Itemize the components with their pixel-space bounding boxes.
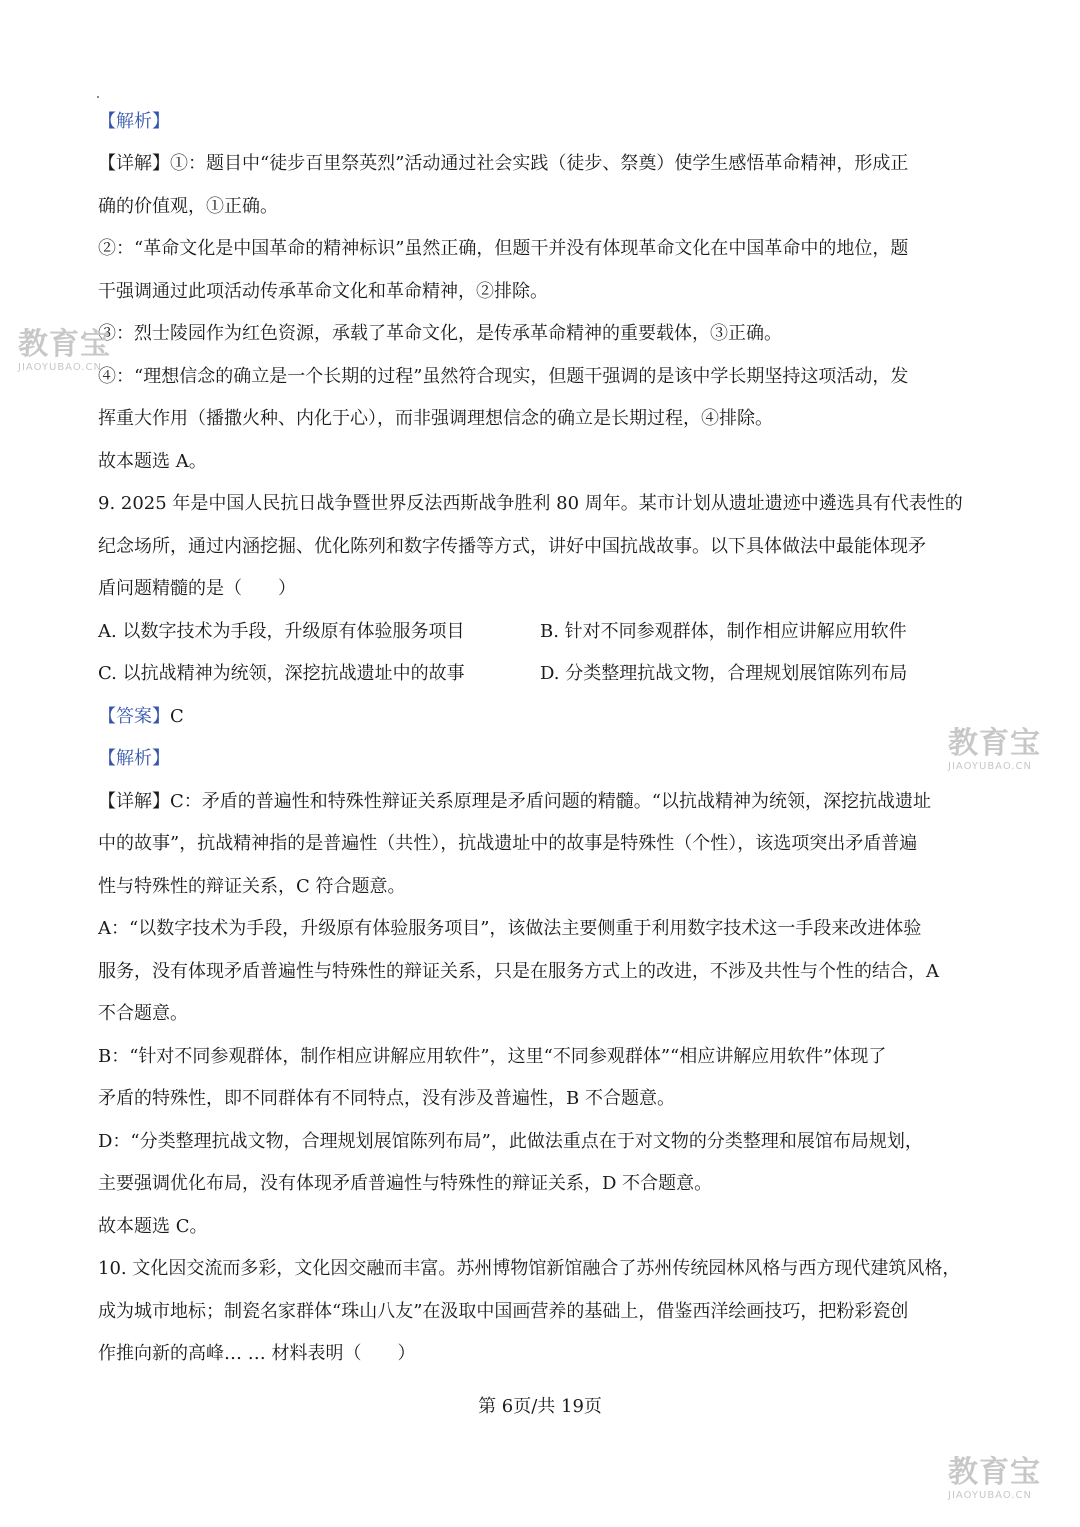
speck bbox=[97, 96, 99, 98]
question-10-line: 作推向新的高峰… … 材料表明（ ） bbox=[98, 1343, 416, 1364]
text-line: 【详解】C：矛盾的普遍性和特殊性辩证关系原理是矛盾问题的精髓。“以抗战精神为统领，深挖抗战遗址 bbox=[98, 791, 931, 812]
text-line: 干强调通过此项活动传承革命文化和革命精神，②排除。 bbox=[98, 281, 548, 302]
text-line: 服务，没有体现矛盾普遍性与特殊性的辩证关系，只是在服务方式上的改进，不涉及共性与个性的结合，A bbox=[98, 961, 939, 982]
answer-value: C bbox=[170, 706, 184, 727]
text-line: ②：“革命文化是中国革命的精神标识”虽然正确，但题干并没有体现革命文化在中国革命中的地位，题 bbox=[98, 238, 909, 259]
text-line: D：“分类整理抗战文物，合理规划展馆陈列布局”，此做法重点在于对文物的分类整理和展馆布局规划， bbox=[98, 1131, 923, 1152]
analysis-label: 【解析】 bbox=[98, 748, 170, 769]
option-b: B. 针对不同参观群体，制作相应讲解应用软件 bbox=[540, 621, 907, 642]
question-9-line: 纪念场所，通过内涵挖掘、优化陈列和数字传播等方式，讲好中国抗战故事。以下具体做法中最能体现矛 bbox=[98, 536, 926, 557]
text-line: 性与特殊性的辩证关系，C 符合题意。 bbox=[98, 876, 406, 897]
watermark-logo: 教育宝 JIAOYUBAO.CN bbox=[948, 1455, 1041, 1501]
text-line: B：“针对不同参观群体，制作相应讲解应用软件”，这里“不同参观群体”“相应讲解应用软件”体现了 bbox=[98, 1046, 887, 1067]
text-line: 矛盾的特殊性，即不同群体有不同特点，没有涉及普遍性，B 不合题意。 bbox=[98, 1088, 675, 1109]
watermark-logo: 教育宝 JIAOYUBAO.CN bbox=[18, 327, 111, 373]
option-c: C. 以抗战精神为统领，深挖抗战遗址中的故事 bbox=[98, 663, 465, 684]
page-number: 第 6页/共 19页 bbox=[478, 1396, 602, 1417]
text-line: 故本题选 A。 bbox=[98, 451, 207, 472]
text-line: 不合题意。 bbox=[98, 1003, 188, 1024]
question-9-line: 9. 2025 年是中国人民抗日战争暨世界反法西斯战争胜利 80 周年。某市计划从遗址遗迹中遴选具有代表性的 bbox=[98, 493, 963, 514]
answer-line bbox=[98, 705, 988, 729]
option-a: A. 以数字技术为手段，升级原有体验服务项目 bbox=[98, 621, 465, 642]
text-line: ③：烈士陵园作为红色资源，承载了革命文化，是传承革命精神的重要载体，③正确。 bbox=[98, 323, 782, 344]
analysis-label: 【解析】 bbox=[98, 111, 170, 132]
text-line: 故本题选 C。 bbox=[98, 1216, 208, 1237]
text-line: 中的故事”，抗战精神指的是普遍性（共性），抗战遗址中的故事是特殊性（个性），该选项突出矛盾普遍 bbox=[98, 833, 918, 854]
watermark-logo: 教育宝 JIAOYUBAO.CN bbox=[948, 726, 1041, 772]
text-line: A：“以数字技术为手段，升级原有体验服务项目”，该做法主要侧重于利用数字技术这一手段来改进体验 bbox=[98, 918, 922, 939]
question-10-line: 成为城市地标；制瓷名家群体“珠山八友”在汲取中国画营养的基础上，借鉴西洋绘画技巧，把粉彩瓷创 bbox=[98, 1301, 909, 1322]
question-10-line: 10. 文化因交流而多彩，文化因交融而丰富。苏州博物馆新馆融合了苏州传统园林风格与西方现代建筑风格， bbox=[98, 1258, 961, 1279]
text-line: 挥重大作用（播撒火种、内化于心），而非强调理想信念的确立是长期过程，④排除。 bbox=[98, 408, 773, 429]
option-d: D. 分类整理抗战文物，合理规划展馆陈列布局 bbox=[540, 663, 908, 684]
text-line: 主要强调优化布局，没有体现矛盾普遍性与特殊性的辩证关系，D 不合题意。 bbox=[98, 1173, 713, 1194]
text-line: 【详解】①：题目中“徒步百里祭英烈”活动通过社会实践（徒步、祭奠）使学生感悟革命精神，形成正 bbox=[98, 153, 909, 174]
text-line: 确的价值观，①正确。 bbox=[98, 196, 278, 217]
question-9-line: 盾问题精髓的是（ ） bbox=[98, 578, 296, 599]
text-line: ④：“理想信念的确立是一个长期的过程”虽然符合现实，但题干强调的是该中学长期坚持这项活动，发 bbox=[98, 366, 909, 387]
answer-label: 【答案】 bbox=[98, 706, 170, 727]
